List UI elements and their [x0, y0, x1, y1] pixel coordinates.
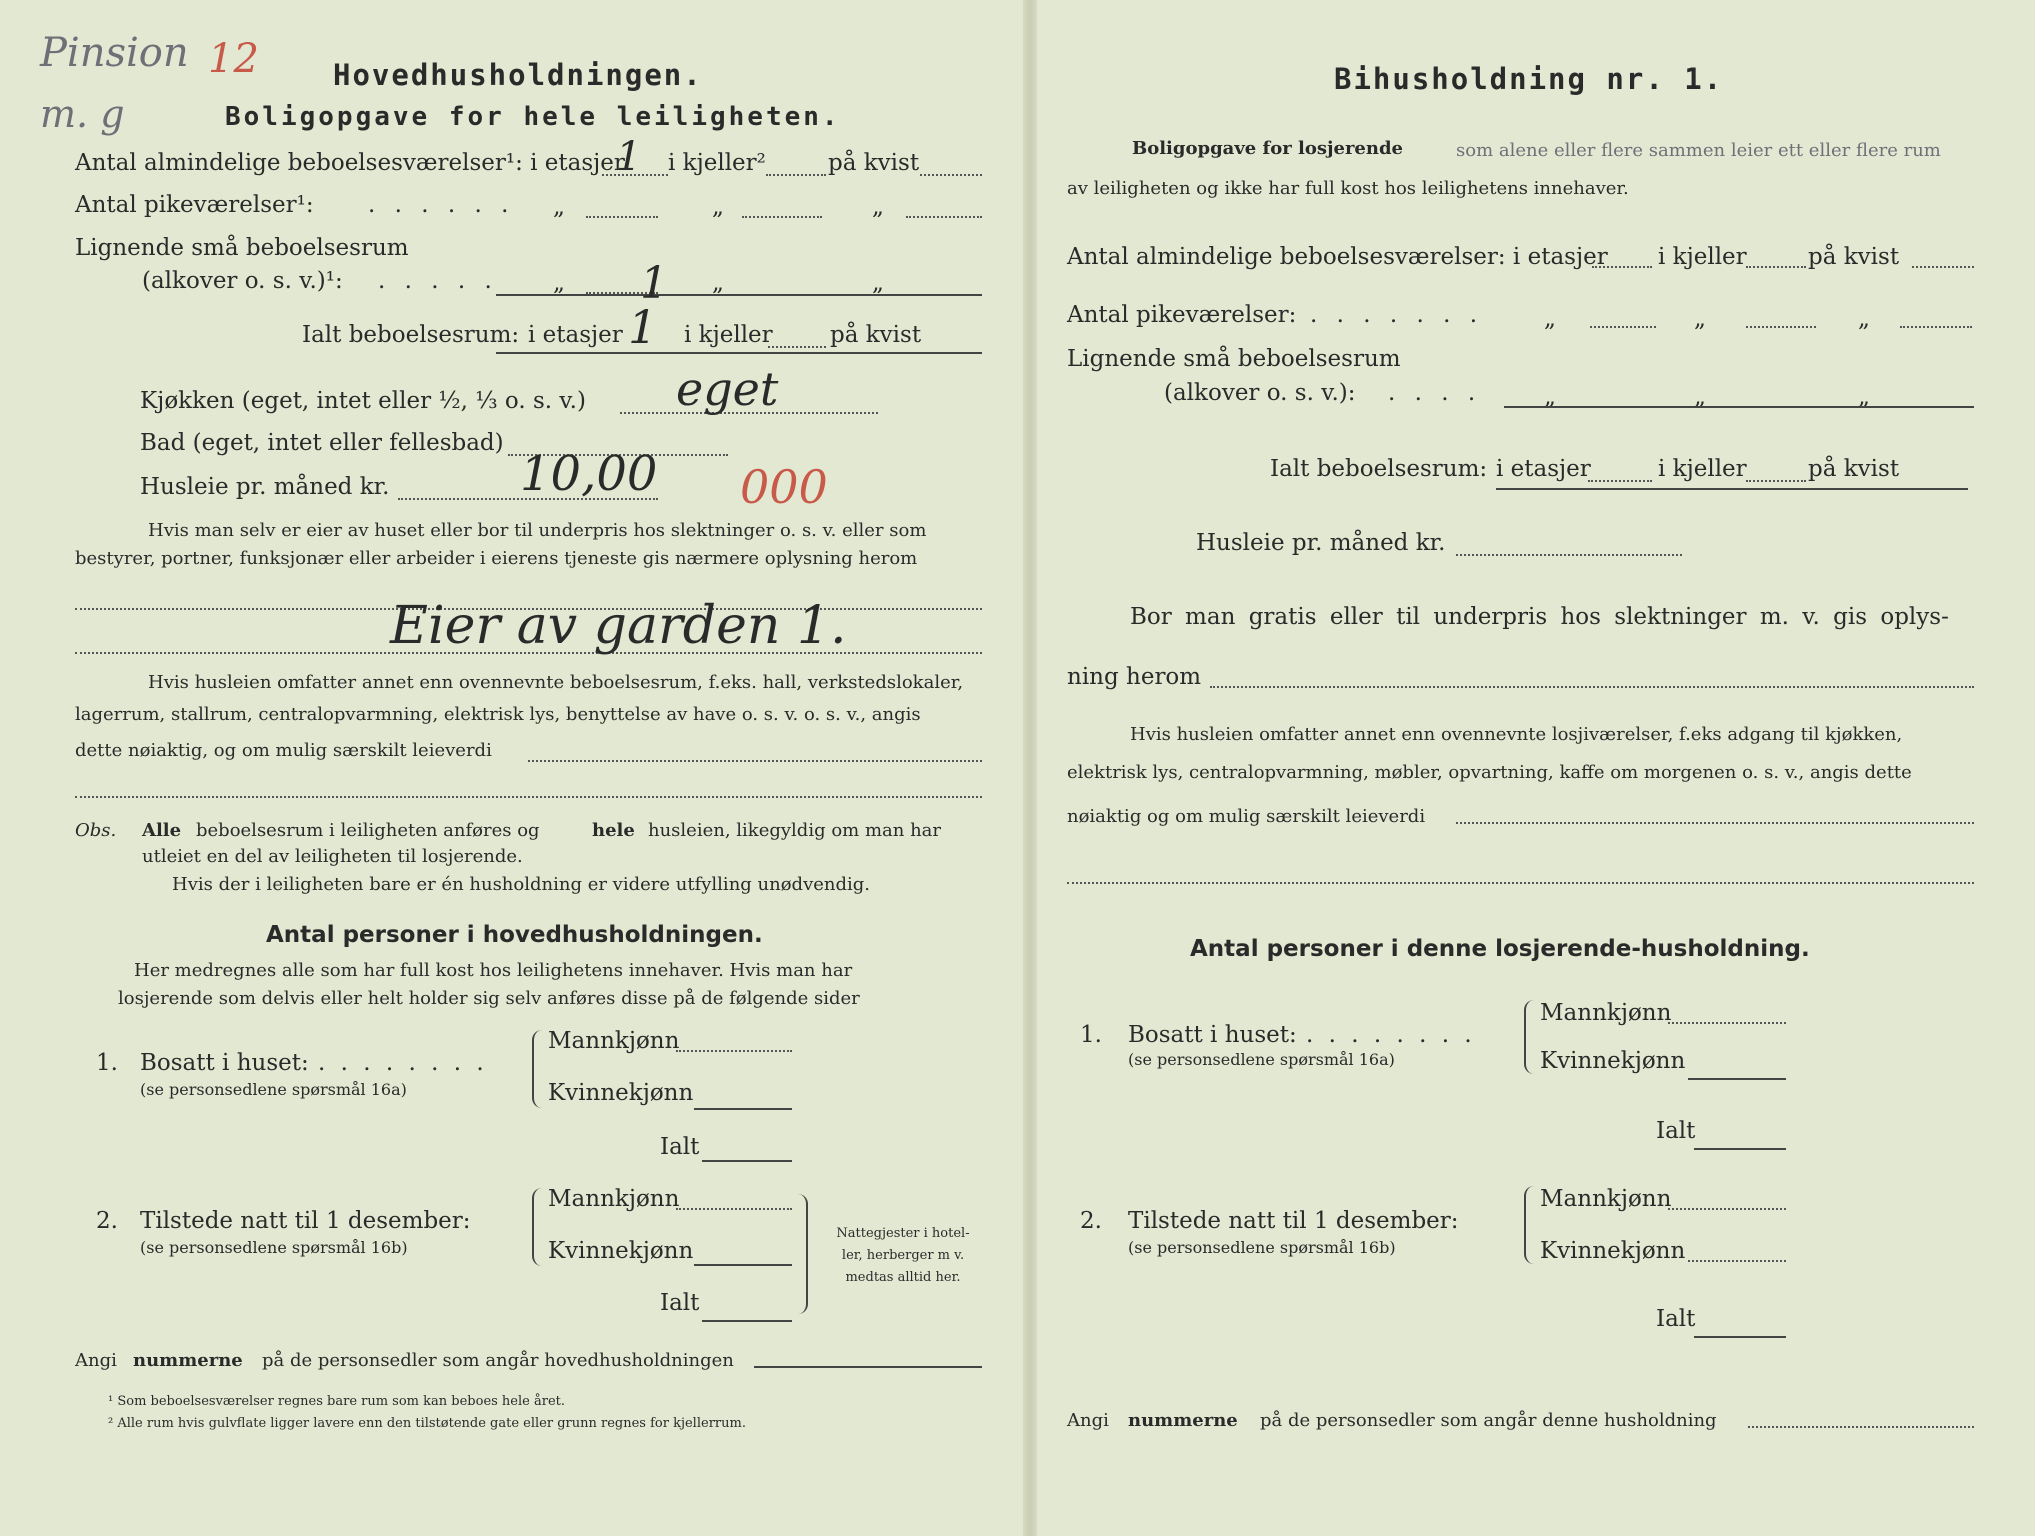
- left-q1-number: 1.: [96, 1050, 118, 1076]
- left-omfatter-3: dette nøiaktig, og om mulig særskilt leieverdi: [75, 740, 492, 761]
- left-row2-label: Antal pikeværelser¹:: [75, 192, 314, 218]
- right-row2-dots: . . . . . . .: [1310, 302, 1484, 328]
- right-omfatter-line-1: [1456, 822, 1974, 824]
- right-gratis-1: Bor man gratis eller til underpris hos slektninger m. v. gis oplys-: [1130, 604, 1949, 630]
- right-ialt-kjeller: i kjeller: [1658, 456, 1747, 482]
- left-footnote-1: ¹ Som beboelsesværelser regnes bare rum som kan beboes hele året.: [108, 1394, 565, 1409]
- right-q1-dots: . . . . . . . .: [1306, 1022, 1476, 1048]
- handwritten-kjokken: eget: [676, 362, 779, 416]
- right-row3-label1: Lignende små beboelsesrum: [1067, 346, 1401, 372]
- right-ialt-etasjer-line: [1588, 480, 1652, 482]
- left-q1-ialt-line: [702, 1160, 792, 1162]
- right-intro-1: som alene eller flere sammen leier ett eller flere rum: [1456, 140, 1941, 161]
- right-angi-nummerne: nummerne: [1128, 1410, 1238, 1431]
- left-obs-text-2: husleien, likegyldig om man har: [648, 820, 941, 841]
- left-q1-sub: (se personsedlene spørsmål 16a): [140, 1080, 407, 1099]
- right-q1-ialt: Ialt: [1656, 1118, 1696, 1144]
- right-q2-mann: Mannkjønn: [1540, 1186, 1672, 1212]
- left-eier-note-2: bestyrer, portner, funksjonær eller arbeider i eierens tjeneste gis nærmere oplysning herom: [75, 548, 918, 569]
- left-footnote-2: ² Alle rum hvis gulvflate ligger lavere enn den tilstøtende gate eller grunn regnes for kjellerrum.: [108, 1416, 746, 1431]
- right-row1-etasjer-line: [1592, 266, 1652, 268]
- right-q2-sub: (se personsedlene spørsmål 16b): [1128, 1238, 1396, 1257]
- right-title: Bihusholdning nr. 1.: [1334, 62, 1724, 96]
- right-q1-kvinne-line: [1688, 1078, 1786, 1080]
- left-row2-quote-2: „: [712, 194, 724, 220]
- left-q1-kvinne-line: [694, 1108, 792, 1110]
- left-q1-label: Bosatt i huset:: [140, 1050, 309, 1076]
- right-husleie-line: [1456, 554, 1682, 556]
- left-kjokken-label: Kjøkken (eget, intet eller ½, ⅓ o. s. v.): [140, 388, 586, 414]
- left-obs-text-1: beboelsesrum i leiligheten anføres og: [196, 820, 540, 841]
- left-bad-label: Bad (eget, intet eller fellesbad): [140, 430, 504, 456]
- right-q2-kvinne-line: [1688, 1260, 1786, 1262]
- left-angi-nummerne: nummerne: [133, 1350, 243, 1371]
- left-row1-label: Antal almindelige beboelsesværelser¹: i etasjer: [75, 150, 625, 176]
- left-row2-quote-3: „: [872, 194, 884, 220]
- left-q1-ialt: Ialt: [660, 1134, 700, 1160]
- handwritten-mg: m. g: [40, 92, 125, 136]
- right-row2-line-2: [1746, 326, 1816, 328]
- right-ialt-etasjer: i etasjer: [1496, 456, 1591, 482]
- right-row2-quote-3: „: [1858, 306, 1870, 332]
- left-row3-dots: . . . . .: [378, 268, 498, 294]
- right-angi-line: [1748, 1426, 1974, 1428]
- right-ialt-underline: [1496, 488, 1968, 490]
- left-q2-brace: [532, 1188, 544, 1266]
- right-row2-quote-2: „: [1694, 306, 1706, 332]
- right-q2-number: 2.: [1080, 1208, 1102, 1234]
- right-q1-label: Bosatt i huset:: [1128, 1022, 1297, 1048]
- left-row3-quote-2: „: [712, 270, 724, 296]
- left-natt-1: Nattegjester i hotel-: [836, 1226, 970, 1241]
- left-omfatter-line-1: [528, 760, 982, 762]
- right-q2-ialt-line: [1694, 1336, 1786, 1338]
- handwritten-etasjer: 1: [616, 134, 642, 180]
- right-q1-mann: Mannkjønn: [1540, 1000, 1672, 1026]
- right-q1-ialt-line: [1694, 1148, 1786, 1150]
- left-angi-line: [754, 1366, 982, 1368]
- left-q2-mann-line: [676, 1208, 792, 1210]
- left-omfatter-line-2: [75, 796, 982, 798]
- left-persons-note-2: losjerende som delvis eller helt holder sig selv anføres disse på de følgende sider: [118, 988, 860, 1009]
- left-q2-kvinne-line: [694, 1264, 792, 1266]
- right-husleie-label: Husleie pr. måned kr.: [1196, 530, 1446, 556]
- left-angi: Angi: [75, 1350, 117, 1371]
- left-ialt-label: Ialt beboelsesrum:: [302, 322, 520, 348]
- left-q2-ialt-line: [702, 1320, 792, 1322]
- left-q1-brace: [532, 1030, 544, 1108]
- right-q1-brace: [1524, 1000, 1536, 1074]
- right-gratis-line: [1210, 686, 1974, 688]
- left-row2-line-2: [742, 216, 822, 218]
- left-eier-note-1: Hvis man selv er eier av huset eller bor til underpris hos slektninger o. s. v. eller som: [148, 520, 927, 541]
- left-row1-kvist: på kvist: [828, 150, 920, 176]
- left-persons-note-1: Her medregnes alle som har full kost hos leilighetens innehaver. Hvis man har: [134, 960, 853, 981]
- right-ialt-kjeller-line: [1746, 480, 1806, 482]
- left-q2-label: Tilstede natt til 1 desember:: [140, 1208, 471, 1234]
- left-q2-sub: (se personsedlene spørsmål 16b): [140, 1238, 408, 1257]
- right-q1-mann-line: [1668, 1022, 1786, 1024]
- left-subtitle: Boligopgave for hele leiligheten.: [225, 102, 841, 132]
- right-row1-kjeller: i kjeller: [1658, 244, 1747, 270]
- right-omfatter-3: nøiaktig og om mulig særskilt leieverdi: [1067, 806, 1426, 827]
- left-q2-kvinne: Kvinnekjønn: [548, 1238, 694, 1264]
- left-obs-hele: hele: [592, 820, 635, 841]
- right-row3-label2: (alkover o. s. v.):: [1164, 380, 1356, 406]
- left-ialt-underline: [496, 352, 982, 354]
- handwritten-husleie-red: 000: [740, 460, 828, 514]
- right-q1-sub: (se personsedlene spørsmål 16a): [1128, 1050, 1395, 1069]
- left-title: Hovedhusholdningen.: [333, 58, 703, 92]
- right-q2-kvinne: Kvinnekjønn: [1540, 1238, 1686, 1264]
- left-row1-kjeller: i kjeller²: [668, 150, 766, 176]
- right-row3-quote-1: „: [1544, 384, 1556, 410]
- left-row2-line-1: [586, 216, 658, 218]
- left-omfatter-2: lagerrum, stallrum, centralopvarmning, elektrisk lys, benyttelse av have o. s. v. o. s. v., angis: [75, 704, 921, 725]
- left-persons-title: Antal personer i hovedhusholdningen.: [266, 922, 763, 948]
- left-q1-kvinne: Kvinnekjønn: [548, 1080, 694, 1106]
- right-row3-quote-3: „: [1858, 384, 1870, 410]
- right-q2-brace: [1524, 1186, 1536, 1264]
- right-gratis-2: ning herom: [1067, 664, 1202, 690]
- handwritten-eier: Eier av garden 1.: [390, 596, 847, 656]
- left-row2-quote-1: „: [553, 194, 565, 220]
- right-angi: Angi: [1067, 1410, 1109, 1431]
- right-row2-line-1: [1590, 326, 1656, 328]
- handwritten-pension-number: 12: [208, 36, 259, 82]
- left-omfatter-1: Hvis husleien omfatter annet enn ovennevnte beboelsesrum, f.eks. hall, verkstedslokaler,: [148, 672, 964, 693]
- right-row3-dots: . . . .: [1388, 380, 1482, 406]
- left-ialt-etasjer: i etasjer: [528, 322, 623, 348]
- right-ialt-label: Ialt beboelsesrum:: [1270, 456, 1488, 482]
- right-row2-label: Antal pikeværelser:: [1067, 302, 1297, 328]
- handwritten-pension: Pinsion: [40, 30, 189, 76]
- left-q1-mann-line: [676, 1050, 792, 1052]
- left-obs-line-2: utleiet en del av leiligheten til losjerende.: [142, 846, 523, 867]
- left-q2-mann: Mannkjønn: [548, 1186, 680, 1212]
- left-q2-brace-right: [796, 1194, 808, 1314]
- right-row1-label: Antal almindelige beboelsesværelser: i etasjer: [1067, 244, 1608, 270]
- right-omfatter-2: elektrisk lys, centralopvarmning, møbler, opvartning, kaffe om morgenen o. s. v., angis dette: [1067, 762, 1912, 783]
- right-row3-underline: [1504, 406, 1974, 408]
- right-omfatter-line-2: [1067, 882, 1974, 884]
- right-ialt-kvist: på kvist: [1808, 456, 1900, 482]
- left-q2-number: 2.: [96, 1208, 118, 1234]
- left-ialt-kvist: på kvist: [830, 322, 922, 348]
- right-persons-title: Antal personer i denne losjerende-husholdning.: [1190, 936, 1810, 962]
- left-natt-3: medtas alltid her.: [845, 1270, 961, 1285]
- right-row2-line-3: [1900, 326, 1972, 328]
- right-q1-kvinne: Kvinnekjønn: [1540, 1048, 1686, 1074]
- left-row3-label1: Lignende små beboelsesrum: [75, 235, 409, 261]
- left-row1-kjeller-line: [766, 174, 826, 176]
- right-row3-quote-2: „: [1694, 384, 1706, 410]
- right-intro-bold: Boligopgave for losjerende: [1132, 138, 1404, 159]
- left-angi-text: på de personsedler som angår hovedhusholdningen: [262, 1350, 734, 1371]
- left-natt-2: ler, herberger m v.: [841, 1248, 965, 1263]
- right-omfatter-1: Hvis husleien omfatter annet enn ovennevnte losjiværelser, f.eks adgang til kjøkken,: [1130, 724, 1903, 745]
- right-row1-kjeller-line: [1746, 266, 1806, 268]
- left-row3-quote-3: „: [872, 270, 884, 296]
- right-row2-quote-1: „: [1544, 306, 1556, 332]
- left-ialt-kjeller: i kjeller: [684, 322, 773, 348]
- left-ialt-kjeller-line: [768, 346, 826, 348]
- left-obs-line-3: Hvis der i leiligheten bare er én husholdning er videre utfylling unødvendig.: [172, 874, 871, 895]
- left-row2-dots: . . . . . .: [368, 192, 515, 218]
- right-angi-text: på de personsedler som angår denne husholdning: [1260, 1410, 1717, 1431]
- left-obs-alle: Alle: [142, 820, 182, 841]
- right-q2-label: Tilstede natt til 1 desember:: [1128, 1208, 1459, 1234]
- right-row1-kvist-line: [1912, 266, 1974, 268]
- page-fold: [1023, 0, 1037, 1536]
- right-intro-2: av leiligheten og ikke har full kost hos leilighetens innehaver.: [1067, 178, 1629, 199]
- handwritten-husleie: 10,00: [520, 446, 658, 502]
- handwritten-ialt-etasjer: 1: [628, 300, 658, 354]
- right-q1-number: 1.: [1080, 1022, 1102, 1048]
- left-row3-quote-1: „: [553, 270, 565, 296]
- right-row1-kvist: på kvist: [1808, 244, 1900, 270]
- left-row3-underline: [496, 294, 982, 296]
- left-obs-label: Obs.: [75, 820, 117, 841]
- left-row1-kvist-line: [920, 174, 982, 176]
- left-husleie-label: Husleie pr. måned kr.: [140, 474, 390, 500]
- right-q2-mann-line: [1668, 1208, 1786, 1210]
- left-q2-ialt: Ialt: [660, 1290, 700, 1316]
- handwritten-row3-mark: 1: [640, 258, 668, 309]
- right-q2-ialt: Ialt: [1656, 1306, 1696, 1332]
- left-row3-label2: (alkover o. s. v.)¹:: [142, 268, 343, 294]
- left-q1-dots: . . . . . . . .: [318, 1050, 488, 1076]
- left-q1-mann: Mannkjønn: [548, 1028, 680, 1054]
- left-row2-line-3: [906, 216, 982, 218]
